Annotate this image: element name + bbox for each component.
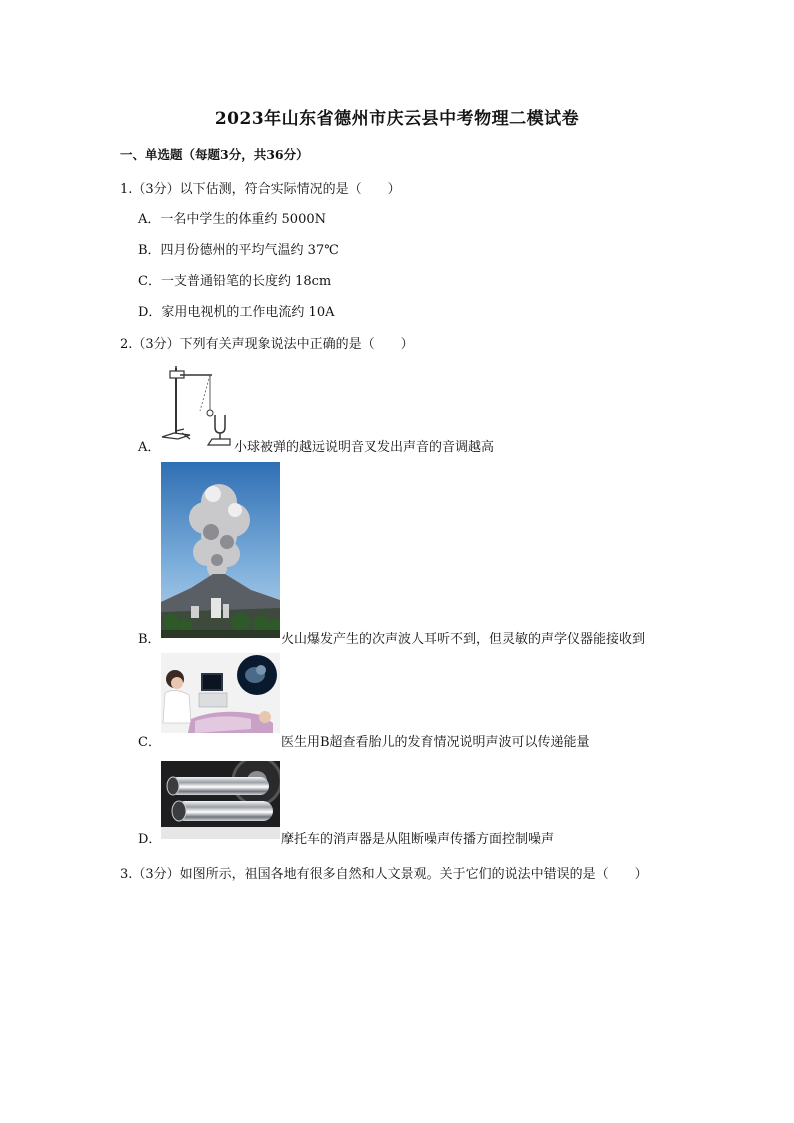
- question-2-option-a-text: 小球被弹的越远说明音叉发出声音的音调越高: [234, 440, 495, 455]
- page-title: 2023年山东省德州市庆云县中考物理二模试卷: [214, 109, 580, 129]
- question-2-option-b-text: 火山爆发产生的次声波人耳听不到，但灵敏的声学仪器能接收到: [281, 632, 646, 647]
- question-1-option-d: D．家用电视机的工作电流约 10A: [138, 305, 335, 320]
- question-2-option-d-text: 摩托车的消声器是从阻断噪声传播方面控制噪声: [281, 832, 555, 847]
- question-2-option-c-text: 医生用B超查看胎儿的发育情况说明声波可以传递能量: [281, 735, 590, 750]
- motorcycle-muffler-image: [161, 761, 280, 839]
- question-1-option-c: C．一支普通铅笔的长度约 18cm: [138, 274, 332, 289]
- question-2-option-a-letter: A．: [138, 440, 161, 455]
- volcano-eruption-image: [161, 462, 280, 638]
- question-2-stem: 2.（3分）下列有关声现象说法中正确的是（ ）: [120, 337, 414, 352]
- ultrasound-exam-image: [161, 653, 280, 741]
- question-2-option-c-letter: C．: [138, 735, 161, 750]
- question-1-stem: 1.（3分）以下估测，符合实际情况的是（ ）: [120, 182, 401, 197]
- question-2-option-d-letter: D．: [138, 832, 162, 847]
- question-2-option-b-letter: B．: [138, 632, 161, 647]
- section-heading: 一、单选题（每题3分，共36分）: [120, 147, 309, 162]
- question-3-stem: 3.（3分）如图所示，祖国各地有很多自然和人文景观。关于它们的说法中错误的是（ ）: [120, 867, 648, 882]
- question-1-option-a: A．一名中学生的体重约 5000N: [138, 212, 326, 227]
- question-1-option-b: B．四月份德州的平均气温约 37℃: [138, 243, 339, 258]
- tuning-fork-apparatus-image: [160, 363, 232, 451]
